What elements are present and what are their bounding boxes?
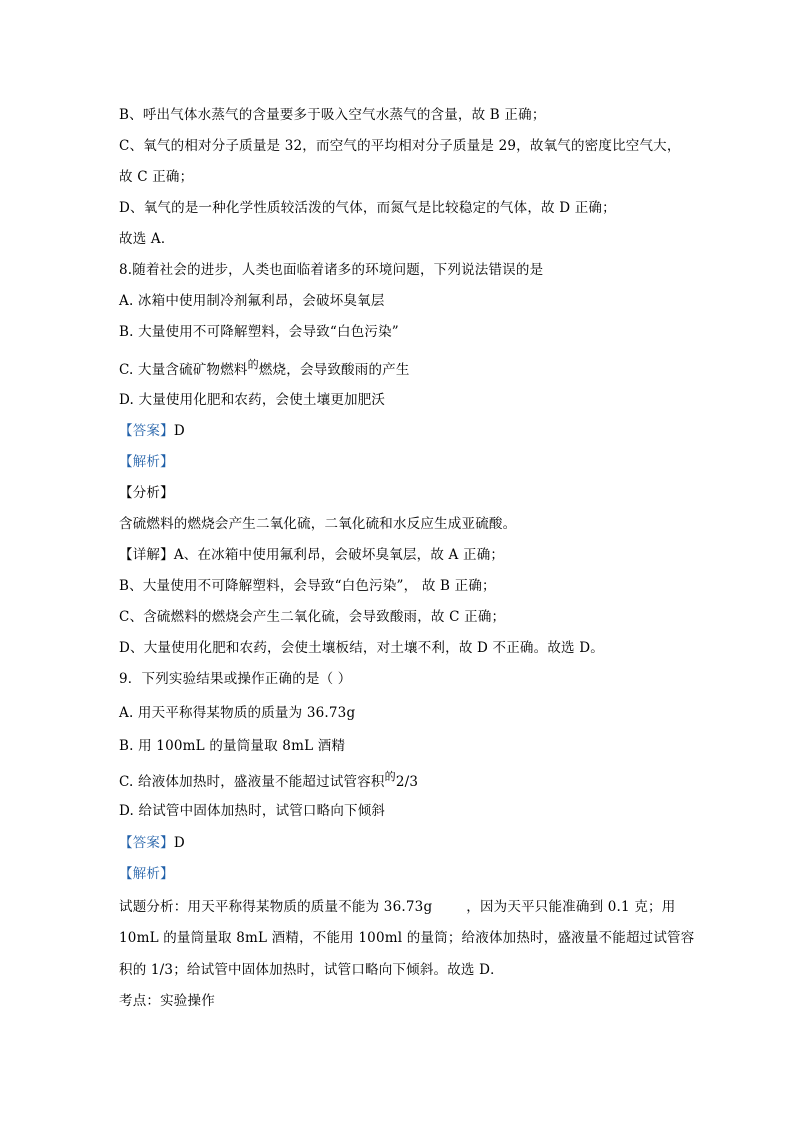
question-8-stem: 8.随着社会的进步，人类也面临着诸多的环境问题，下列说法错误的是 (119, 262, 544, 278)
answer-8 (119, 421, 185, 441)
question-8-option-a: A. 冰箱中使用制冷剂氟利昂，会破坏臭氧层 (119, 293, 385, 309)
fenxi-heading: 【分析】 (119, 485, 174, 501)
xiangjie-label: 【详解】 (119, 547, 174, 563)
analysis-9-line-2: 10mL 的量筒量取 8mL 酒精，不能用 100ml 的量筒；给液体加热时，盛液量不能超过试管容 (119, 930, 695, 946)
explanation-line-c: C、氧气的相对分子质量是 32，而空气的平均相对分子质量是 29，故氧气的密度比空气大， (119, 138, 681, 154)
question-9-stem: 9．下列实验结果或操作正确的是（ ） (119, 671, 352, 687)
analysis-9-line-1-pre: 试题分析：用天平称得某物质的质量不能为 36.73g (119, 899, 433, 915)
question-9-option-a: A. 用天平称得某物质的质量为 36.73g (119, 705, 356, 721)
option-c-text-pre: C. 大量含硫矿物燃料 (119, 362, 248, 378)
explanation-line-d: D、氧气的是一种化学性质较活泼的气体，而氮气是比较稳定的气体，故 D 正确； (119, 200, 616, 216)
detail-line-b: B、大量使用不可降解塑料，会导致“白色污染”， 故 B 正确； (119, 578, 496, 594)
option-c-text-pre: C. 给液体加热时，盛液量不能超过试管容积 (119, 774, 385, 790)
answer-value: D (173, 423, 185, 439)
option-c-superscript: 的 (247, 358, 259, 371)
analysis-label: 【解析】 (119, 454, 174, 470)
analysis-9-line-3: 积的 1/3；给试管中固体加热时，试管口略向下倾斜。故选 D． (119, 962, 504, 978)
explanation-line-b: B、呼出气体水蒸气的含量要多于吸入空气水蒸气的含量，故 B 正确； (119, 107, 546, 123)
question-9-option-b: B. 用 100mL 的量筒量取 8mL 酒精 (119, 738, 346, 754)
question-8-option-d: D. 大量使用化肥和农药，会使土壤更加肥沃 (119, 392, 386, 408)
fenxi-text: 含硫燃料的燃烧会产生二氧化硫，二氧化硫和水反应生成亚硫酸。 (119, 516, 517, 532)
question-9-option-c (119, 772, 418, 793)
option-c-superscript: 的 (384, 770, 396, 783)
question-8-option-c (119, 360, 410, 381)
answer-9 (119, 833, 185, 853)
answer-conclusion: 故选 A． (119, 231, 175, 247)
answer-value: D (173, 835, 185, 851)
option-c-text-post: 燃烧，会导致酸雨的产生 (258, 362, 410, 378)
analysis-9-line-1 (119, 897, 675, 917)
kaodian-line: 考点：实验操作 (119, 993, 215, 1009)
detail-line-c: C、含硫燃料的燃烧会产生二氧化硫，会导致酸雨，故 C 正确； (119, 609, 506, 625)
xiangjie-line-a (119, 545, 504, 565)
question-9-option-d: D. 给试管中固体加热时，试管口略向下倾斜 (119, 803, 386, 819)
analysis-label: 【解析】 (119, 866, 174, 882)
analysis-9-heading (119, 864, 174, 884)
explanation-line-c-cont: 故 C 正确； (119, 169, 194, 185)
option-c-text-post: 2/3 (395, 774, 419, 790)
answer-label: 【答案】 (119, 423, 174, 439)
question-8-option-b: B. 大量使用不可降解塑料，会导致“白色污染” (119, 324, 399, 340)
answer-label: 【答案】 (119, 835, 174, 851)
analysis-9-line-1-post: ，因为天平只能准确到 0.1 克；用 (466, 899, 676, 915)
xiangjie-text: A、在冰箱中使用氟利昂，会破坏臭氧层，故 A 正确； (173, 547, 505, 563)
detail-line-d: D、大量使用化肥和农药，会使土壤板结，对土壤不利，故 D 不正确。故选 D。 (119, 640, 604, 656)
analysis-8-heading (119, 452, 174, 472)
